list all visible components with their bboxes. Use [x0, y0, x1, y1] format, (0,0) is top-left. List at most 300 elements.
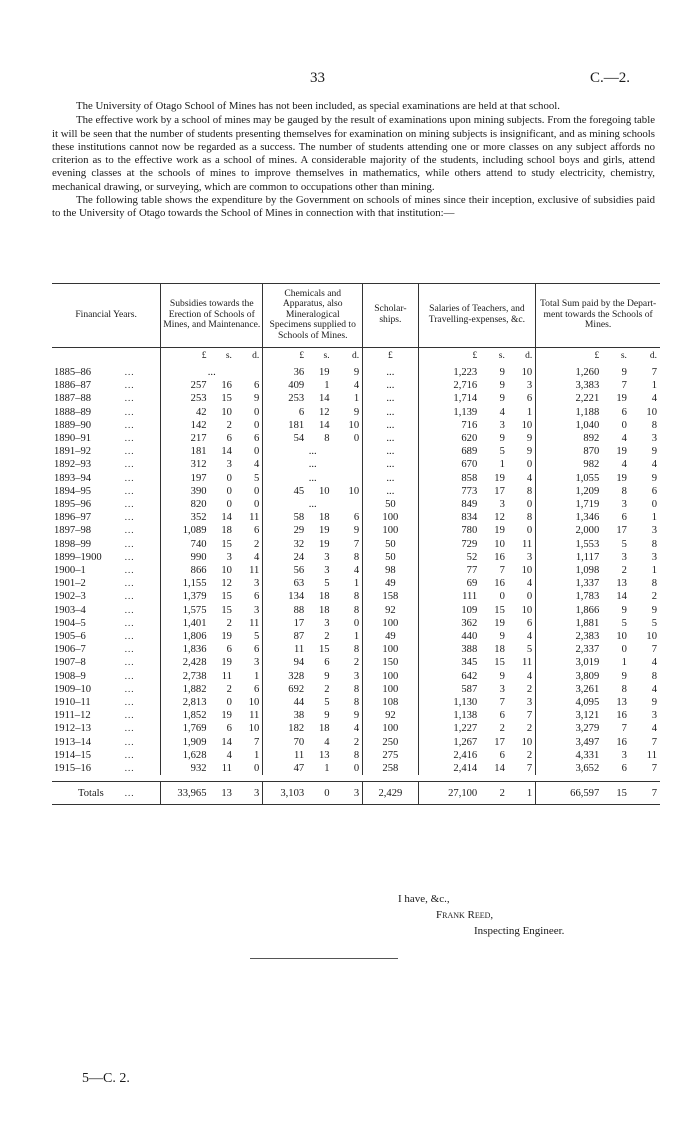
salaries-pounds: 729	[418, 538, 480, 551]
leader-dots: ...	[124, 459, 135, 470]
sub-pounds: 1,806	[161, 630, 210, 643]
chem-empty-mark: ...	[263, 458, 363, 471]
total-pence: 4	[651, 393, 657, 405]
scholarships-cell: 100	[363, 722, 418, 735]
sub-shillings: 0	[226, 499, 232, 511]
sub-pounds: 1,155	[161, 577, 210, 590]
salaries-shillings: 9	[499, 367, 505, 378]
chem-pounds: 253	[263, 392, 307, 405]
salaries-pence: 0	[526, 525, 533, 537]
table-row	[52, 379, 660, 392]
chem-shillings: 19	[318, 367, 330, 378]
salaries-shillings: 16	[494, 578, 505, 590]
page-number: 33	[310, 70, 325, 86]
header-salaries: Salaries of Teachers, and Travelling-expenses, &c.	[418, 284, 536, 348]
page-header	[0, 70, 700, 90]
grand-total-pounds: 66,597	[536, 782, 603, 805]
totals-body	[52, 775, 660, 805]
sub-pounds: 390	[161, 485, 210, 498]
chem-pence: 8	[353, 697, 360, 709]
leader-dots: ...	[124, 697, 135, 708]
year-cell: 1885–86	[54, 367, 92, 378]
sub-shillings: 15	[221, 591, 232, 603]
sub-shillings: 18	[221, 525, 232, 537]
total-pounds: 982	[536, 458, 603, 471]
table-row	[52, 736, 660, 749]
total-shillings: 19	[616, 472, 627, 484]
salaries-shillings: 3	[499, 683, 505, 695]
salaries-pounds: 111	[418, 590, 480, 603]
total-shillings: 14	[616, 591, 627, 603]
total-pounds: 1,783	[536, 590, 603, 603]
year-cell: 1913–14	[54, 736, 92, 748]
scholarships-cell: 250	[363, 736, 418, 749]
salaries-pounds: 77	[418, 564, 480, 577]
total-pence: 9	[651, 697, 657, 709]
year-cell: 1912–13	[54, 723, 92, 735]
total-salaries-pence: 1	[507, 782, 536, 805]
total-shillings: 5	[621, 538, 627, 550]
sub-pence: 1	[254, 749, 260, 761]
salaries-pounds: 642	[418, 670, 480, 683]
sub-shillings: 15	[221, 538, 232, 550]
scholarships-cell: ...	[363, 432, 418, 445]
total-shillings: 17	[616, 525, 627, 537]
total-pence: 8	[651, 419, 657, 431]
sub-pence: 10	[248, 697, 260, 709]
salaries-pence: 9	[526, 433, 533, 445]
sub-shillings: 14	[221, 512, 232, 524]
salaries-pounds: 69	[418, 577, 480, 590]
salaries-pounds: 345	[418, 656, 480, 669]
salaries-pence: 2	[526, 683, 533, 695]
sub-pounds: 197	[161, 472, 210, 485]
salaries-pence: 9	[526, 446, 533, 458]
table-row	[52, 656, 660, 669]
sub-pence: 6	[254, 644, 260, 656]
unit-shilling: s.	[225, 351, 232, 362]
total-pence: 1	[651, 565, 657, 577]
leader-dots: ...	[124, 419, 135, 430]
total-shillings: 4	[621, 433, 627, 445]
salaries-pence: 6	[526, 393, 533, 405]
leader-dots: ...	[124, 631, 135, 642]
table-row	[52, 498, 660, 511]
chem-pounds: 54	[263, 432, 307, 445]
leader-dots: ...	[124, 591, 135, 602]
year-cell: 1888–89	[54, 406, 92, 418]
salaries-pence: 0	[526, 591, 533, 603]
salaries-shillings: 9	[499, 393, 505, 405]
chem-pence: 4	[353, 380, 360, 392]
total-pounds: 4,331	[536, 749, 603, 762]
salaries-pence: 10	[521, 604, 533, 616]
salaries-shillings: 17	[494, 736, 505, 748]
total-pounds: 3,261	[536, 683, 603, 696]
total-shillings: 16	[616, 710, 627, 722]
total-shillings: 16	[616, 736, 627, 748]
leader-dots: ...	[124, 749, 135, 760]
chem-pounds: 29	[263, 524, 307, 537]
chem-shillings: 2	[324, 631, 330, 643]
signatory-title: Inspecting Engineer.	[474, 925, 565, 937]
chem-pounds: 134	[263, 590, 307, 603]
total-shillings: 3	[621, 551, 627, 563]
chem-pence: 9	[353, 406, 360, 418]
total-shillings: 1	[621, 657, 627, 669]
salaries-pence: 10	[521, 736, 533, 748]
sub-shillings: 12	[221, 578, 232, 590]
salaries-pence: 1	[526, 406, 533, 418]
grand-total-shillings: 15	[602, 782, 629, 805]
document-reference: C.—2.	[590, 70, 631, 86]
salaries-pence: 5	[526, 644, 533, 656]
sub-pounds: 2,428	[161, 656, 210, 669]
totals-row	[52, 782, 660, 805]
year-cell: 1907–8	[54, 657, 86, 669]
sub-pence: 0	[254, 763, 260, 775]
sub-pounds: 257	[161, 379, 210, 392]
closing-line: I have, &c.,	[398, 893, 450, 905]
salaries-pounds: 440	[418, 630, 480, 643]
salaries-pounds: 362	[418, 617, 480, 630]
chem-shillings: 13	[318, 749, 330, 761]
total-pence: 8	[651, 538, 657, 550]
leader-dots: ...	[124, 472, 135, 483]
total-pounds: 1,553	[536, 538, 603, 551]
sub-shillings: 15	[221, 393, 232, 405]
chem-pence: 8	[353, 604, 360, 616]
chem-pence: 9	[353, 525, 360, 537]
salaries-shillings: 9	[499, 670, 505, 682]
sub-shillings: 6	[226, 433, 232, 445]
salaries-pounds: 834	[418, 511, 480, 524]
table-row	[52, 564, 660, 577]
year-cell: 1910–11	[54, 697, 91, 709]
chem-pounds: 56	[263, 564, 307, 577]
chem-shillings: 2	[324, 683, 330, 695]
sub-pence: 5	[254, 631, 260, 643]
table-row	[52, 683, 660, 696]
year-cell: 1909–10	[54, 683, 92, 695]
scholarships-cell: ...	[363, 485, 418, 498]
sub-shillings: 2	[226, 419, 232, 431]
scholarships-cell: 150	[363, 656, 418, 669]
sub-shillings: 0	[226, 697, 232, 709]
chem-pence: 0	[353, 433, 360, 445]
chem-pence: 1	[353, 578, 360, 590]
table-row	[52, 630, 660, 643]
total-pence: 1	[651, 512, 657, 524]
total-pounds: 1,719	[536, 498, 603, 511]
total-pence: 7	[651, 763, 657, 775]
sub-pounds: 740	[161, 538, 210, 551]
salaries-pounds: 2,414	[418, 762, 480, 775]
total-salaries-shillings: 2	[480, 782, 507, 805]
chem-pounds: 70	[263, 736, 307, 749]
total-pounds: 3,809	[536, 670, 603, 683]
scholarships-cell: 100	[363, 643, 418, 656]
unit-pound: £	[363, 348, 418, 367]
chem-pounds: 328	[263, 670, 307, 683]
total-pence: 8	[651, 670, 657, 682]
salaries-shillings: 1	[499, 459, 505, 471]
salaries-pence: 7	[526, 710, 533, 722]
total-pounds: 3,019	[536, 656, 603, 669]
paragraph: The effective work by a school of mines may be gauged by the result of examinations upon mining subjects. From the foregoing table it will be seen that the number of students presenting themselves for examination on mining subjects is insignificant, and as mining schools these institutions cannot now be regarded as a success. The number of students attending one or more classes on any subject affords no criterion as to the effective work as a school of mines. A considerable majority of the students, including school boys and girls, attend evening classes at the schools of mines to improve themselves in mathematics, while others attend to study electricity, chemistry, mechanical drawing, or surveying, which are common to occupations other than mining.	[52, 114, 655, 193]
chem-pence: 0	[353, 617, 360, 629]
chem-pounds: 38	[263, 709, 307, 722]
sub-pounds: 1,575	[161, 604, 210, 617]
year-cell: 1900–1	[54, 565, 86, 577]
sub-pounds: 1,836	[161, 643, 210, 656]
total-shillings: 6	[621, 512, 627, 524]
year-cell: 1891–92	[54, 446, 92, 458]
chem-pounds: 11	[263, 643, 307, 656]
total-pence: 4	[651, 723, 657, 735]
salaries-pounds: 1,130	[418, 696, 480, 709]
chem-pounds: 181	[263, 419, 307, 432]
total-pounds: 1,346	[536, 511, 603, 524]
salaries-shillings: 12	[494, 512, 505, 524]
chem-pence: 3	[353, 670, 360, 682]
total-pence: 5	[651, 617, 657, 629]
total-chemicals-pence: 3	[332, 782, 363, 805]
salaries-pounds: 689	[418, 445, 480, 458]
year-cell: 1892–93	[54, 459, 92, 471]
salaries-shillings: 16	[494, 551, 505, 563]
total-pence: 11	[646, 749, 657, 761]
scholarships-cell: 258	[363, 762, 418, 775]
sub-pence: 0	[254, 419, 260, 431]
leader-dots: ...	[124, 538, 135, 549]
year-cell: 1914–15	[54, 749, 92, 761]
chem-pence: 7	[353, 538, 360, 550]
total-pounds: 3,279	[536, 722, 603, 735]
sub-shillings: 3	[226, 459, 232, 471]
scholarships-cell: 98	[363, 564, 418, 577]
scholarships-cell: 50	[363, 538, 418, 551]
scholarships-cell: 100	[363, 511, 418, 524]
leader-dots: ...	[124, 393, 135, 404]
salaries-shillings: 19	[494, 472, 505, 484]
sub-shillings: 14	[221, 736, 232, 748]
sub-shillings: 4	[226, 749, 232, 761]
salaries-pounds: 2,416	[418, 749, 480, 762]
chem-shillings: 5	[324, 697, 330, 709]
year-cell: 1897–98	[54, 525, 92, 537]
unit-pound: £	[418, 348, 480, 367]
chem-pounds: 45	[263, 485, 307, 498]
sub-shillings: 15	[221, 604, 232, 616]
salaries-pounds: 1,714	[418, 392, 480, 405]
scholarships-cell: 92	[363, 604, 418, 617]
total-pounds: 1,209	[536, 485, 603, 498]
sub-pounds: 1,769	[161, 722, 210, 735]
chem-pounds: 88	[263, 604, 307, 617]
sub-shillings: 19	[221, 710, 232, 722]
salaries-pence: 2	[526, 723, 533, 735]
sub-pounds: 820	[161, 498, 210, 511]
salaries-shillings: 10	[494, 538, 505, 550]
sub-shillings: 10	[221, 406, 232, 418]
chem-shillings: 18	[318, 591, 330, 603]
salaries-pounds: 587	[418, 683, 480, 696]
salaries-shillings: 9	[499, 631, 505, 643]
salaries-pounds: 849	[418, 498, 480, 511]
salaries-pence: 4	[526, 472, 533, 484]
leader-dots: ...	[124, 763, 135, 774]
scholarships-cell: ...	[363, 379, 418, 392]
sub-pence: 6	[254, 433, 260, 445]
header-scholarships: Scholar-ships.	[363, 284, 418, 348]
leader-dots: ...	[124, 683, 135, 694]
salaries-shillings: 4	[499, 406, 505, 418]
salaries-pence: 11	[522, 538, 533, 550]
unit-pound: £	[263, 348, 307, 367]
table-row	[52, 670, 660, 683]
total-pence: 6	[651, 485, 657, 497]
sub-pounds: 1,909	[161, 736, 210, 749]
sub-pence: 3	[254, 578, 260, 590]
total-pence: 7	[651, 367, 657, 378]
salaries-pence: 0	[526, 499, 533, 511]
salaries-pence: 0	[526, 459, 533, 471]
sub-pence: 9	[254, 393, 260, 405]
salaries-pence: 3	[526, 380, 533, 392]
leader-dots: ...	[124, 723, 135, 734]
chem-shillings: 12	[318, 406, 330, 418]
sub-shillings: 16	[221, 380, 232, 392]
scholarships-cell: 158	[363, 590, 418, 603]
sub-pence: 5	[254, 472, 260, 484]
sub-shillings: 3	[226, 551, 232, 563]
scholarships-cell: 100	[363, 670, 418, 683]
sub-shillings: 0	[226, 472, 232, 484]
scholarships-cell: ...	[363, 406, 418, 419]
total-shillings: 19	[616, 446, 627, 458]
scholarships-cell: ...	[363, 366, 418, 379]
total-pence: 7	[651, 736, 657, 748]
chem-shillings: 18	[318, 512, 330, 524]
leader-dots: ...	[124, 644, 135, 655]
scholarships-cell: ...	[363, 419, 418, 432]
total-subsidies-pounds: 33,965	[161, 782, 210, 805]
total-pounds: 1,188	[536, 406, 603, 419]
leader-dots: ...	[124, 710, 135, 721]
total-pence: 9	[651, 472, 657, 484]
scholarships-cell: 92	[363, 709, 418, 722]
unit-pence: d.	[252, 351, 260, 362]
total-shillings: 5	[621, 617, 627, 629]
chem-pence: 8	[353, 644, 360, 656]
sub-pence: 11	[249, 512, 260, 524]
salaries-shillings: 0	[499, 591, 505, 603]
salaries-shillings: 5	[499, 446, 505, 458]
scholarships-cell: ...	[363, 458, 418, 471]
scholarships-cell: 275	[363, 749, 418, 762]
sub-shillings: 6	[226, 644, 232, 656]
table-row	[52, 406, 660, 419]
sub-pence: 6	[254, 591, 260, 603]
expenditure-table	[52, 283, 660, 805]
leader-dots: ...	[124, 485, 135, 496]
table-row	[52, 643, 660, 656]
table-row	[52, 709, 660, 722]
year-cell: 1902–3	[54, 591, 86, 603]
table-row	[52, 366, 660, 379]
total-chemicals-shillings: 0	[307, 782, 331, 805]
chem-pence: 2	[353, 736, 360, 748]
sub-shillings: 2	[226, 617, 232, 629]
total-pounds: 1,040	[536, 419, 603, 432]
salaries-pence: 2	[526, 749, 533, 761]
table-row	[52, 577, 660, 590]
leader-dots: ...	[124, 499, 135, 510]
chem-shillings: 6	[324, 657, 330, 669]
year-cell: 1899–1900	[54, 551, 102, 563]
unit-pence: d.	[525, 351, 533, 362]
salaries-pence: 3	[526, 551, 533, 563]
sub-pounds: 253	[161, 392, 210, 405]
leader-dots: ...	[124, 578, 135, 589]
chem-pence: 9	[353, 710, 360, 722]
sub-pence: 4	[254, 551, 260, 563]
salaries-pence: 4	[526, 631, 533, 643]
chem-shillings: 19	[318, 538, 330, 550]
sub-pence: 0	[254, 406, 260, 418]
total-pounds: 1,117	[536, 551, 603, 564]
chem-pounds: 409	[263, 379, 307, 392]
total-shillings: 6	[621, 406, 627, 418]
total-shillings: 0	[621, 644, 627, 656]
salaries-pounds: 1,138	[418, 709, 480, 722]
table-row	[52, 524, 660, 537]
salaries-pounds: 1,227	[418, 722, 480, 735]
total-pounds: 2,221	[536, 392, 603, 405]
chem-pounds: 24	[263, 551, 307, 564]
table-row	[52, 432, 660, 445]
chem-shillings: 8	[324, 433, 330, 445]
salaries-pence: 6	[526, 617, 533, 629]
sub-shillings: 0	[226, 485, 232, 497]
year-cell: 1904–5	[54, 617, 86, 629]
salaries-pounds: 670	[418, 458, 480, 471]
table-row	[52, 749, 660, 762]
salaries-pence: 4	[526, 578, 533, 590]
sub-pence: 11	[249, 565, 260, 577]
salaries-pounds: 1,223	[418, 366, 480, 379]
salaries-shillings: 19	[494, 525, 505, 537]
salaries-shillings: 9	[499, 433, 505, 445]
total-shillings: 7	[621, 723, 627, 735]
sub-pence: 0	[254, 499, 260, 511]
chem-shillings: 3	[324, 551, 330, 563]
total-shillings: 9	[621, 604, 627, 616]
sub-pence: 0	[254, 446, 260, 458]
chem-pounds: 58	[263, 511, 307, 524]
signatory-name: Frank Reed,	[436, 909, 494, 921]
unit-shilling: s.	[323, 351, 330, 362]
salaries-shillings: 9	[499, 380, 505, 392]
total-chemicals-pounds: 3,103	[263, 782, 307, 805]
year-cell: 1903–4	[54, 604, 86, 616]
sub-pounds: 142	[161, 419, 210, 432]
salaries-pence: 8	[526, 485, 533, 497]
sub-shillings: 11	[221, 670, 232, 682]
total-pounds: 1,881	[536, 617, 603, 630]
salaries-pence: 7	[526, 763, 533, 775]
